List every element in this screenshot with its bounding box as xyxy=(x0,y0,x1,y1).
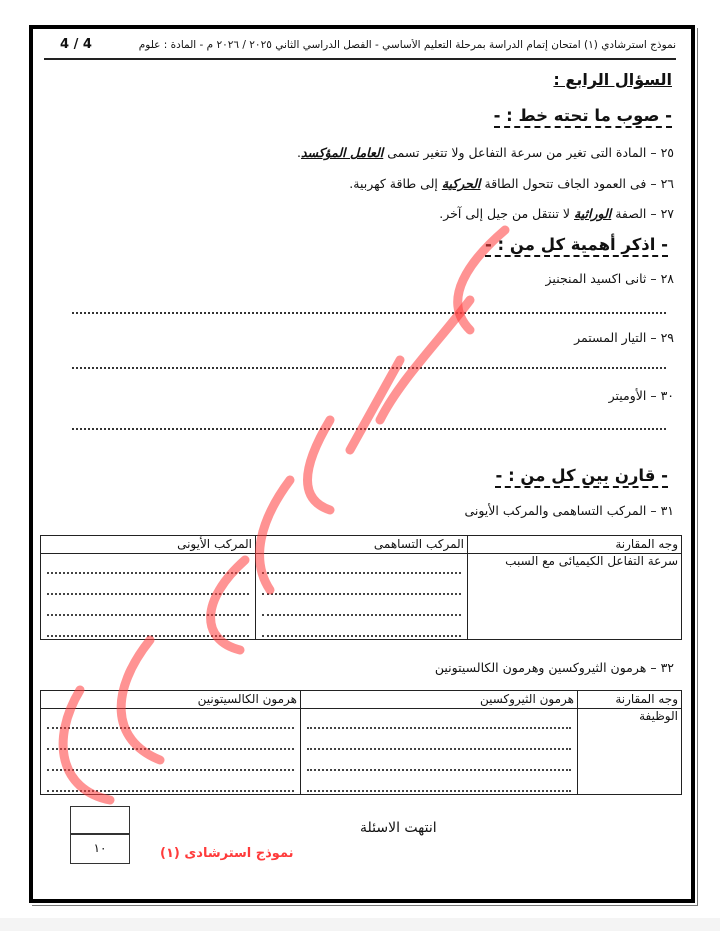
underlined-term: الحركية xyxy=(441,176,481,191)
answer-line[interactable] xyxy=(72,367,666,369)
answer-line[interactable] xyxy=(72,428,666,430)
comparison-table-32 xyxy=(40,690,682,795)
table-header: المركب الأيونى xyxy=(41,536,256,554)
answer-cell[interactable] xyxy=(256,554,468,640)
table-header: هرمون الثيروكسين xyxy=(301,691,578,709)
answer-cell[interactable] xyxy=(301,709,578,795)
table-header: وجه المقارنة xyxy=(468,536,682,554)
bottom-strip xyxy=(0,918,720,931)
question-title: السؤال الرابع : xyxy=(553,70,672,89)
importance-section-title: - اذكر أهمية كل من : - xyxy=(485,235,668,257)
page-header xyxy=(44,36,676,60)
row-label: الوظيفة xyxy=(578,709,682,795)
watermark-text: نموذج استرشادى (١) xyxy=(160,846,294,861)
compare-section-title: - قارن بين كل من : - xyxy=(495,466,668,488)
underlined-term: العامل المؤكسد xyxy=(301,145,384,160)
correct-item-27: ٢٧ – الصفة الوراثية لا تنتقل من جيل إلى آخر. xyxy=(439,206,674,221)
answer-cell[interactable] xyxy=(41,554,256,640)
score-total: ١٠ xyxy=(93,841,107,855)
importance-item-28: ٢٨ – ثانى اكسيد المنجنيز xyxy=(545,271,674,286)
answer-line[interactable] xyxy=(72,312,666,314)
correct-item-25: ٢٥ – المادة التى تغير من سرعة التفاعل ولا تتغير تسمى العامل المؤكسد. xyxy=(297,145,674,160)
table-header: هرمون الكالسيتونين xyxy=(41,691,301,709)
compare-item-31: ٣١ – المركب التساهمى والمركب الأيونى xyxy=(464,503,674,518)
score-box xyxy=(70,806,130,864)
page-number: 4 / 4 xyxy=(60,37,92,52)
correct-item-26: ٢٦ – فى العمود الجاف تتحول الطاقة الحركية إلى طاقة كهربية. xyxy=(349,176,674,191)
importance-item-30: ٣٠ – الأوميتر xyxy=(608,388,674,403)
score-obtained-field[interactable] xyxy=(71,807,129,835)
end-of-questions: انتهت الاسئلة xyxy=(360,820,437,836)
answer-cell[interactable] xyxy=(41,709,301,795)
comparison-table-31 xyxy=(40,535,682,640)
importance-item-29: ٢٩ – التيار المستمر xyxy=(574,330,674,345)
compare-item-32: ٣٢ – هرمون الثيروكسين وهرمون الكالسيتونين xyxy=(434,660,674,675)
underlined-term: الوراثية xyxy=(574,206,612,221)
row-label: سرعة التفاعل الكيميائى مع السبب xyxy=(468,554,682,640)
table-header: وجه المقارنة xyxy=(578,691,682,709)
header-title: نموذج استرشادي (١) امتحان إتمام الدراسة بمرحلة التعليم الأساسي - الفصل الدراسي الثاني ٢٠٢٥ / ٢٠٢٦ م - المادة : علوم xyxy=(138,39,676,51)
correct-section-title: - صوب ما تحته خط : - xyxy=(494,106,672,128)
table-header: المركب التساهمى xyxy=(256,536,468,554)
